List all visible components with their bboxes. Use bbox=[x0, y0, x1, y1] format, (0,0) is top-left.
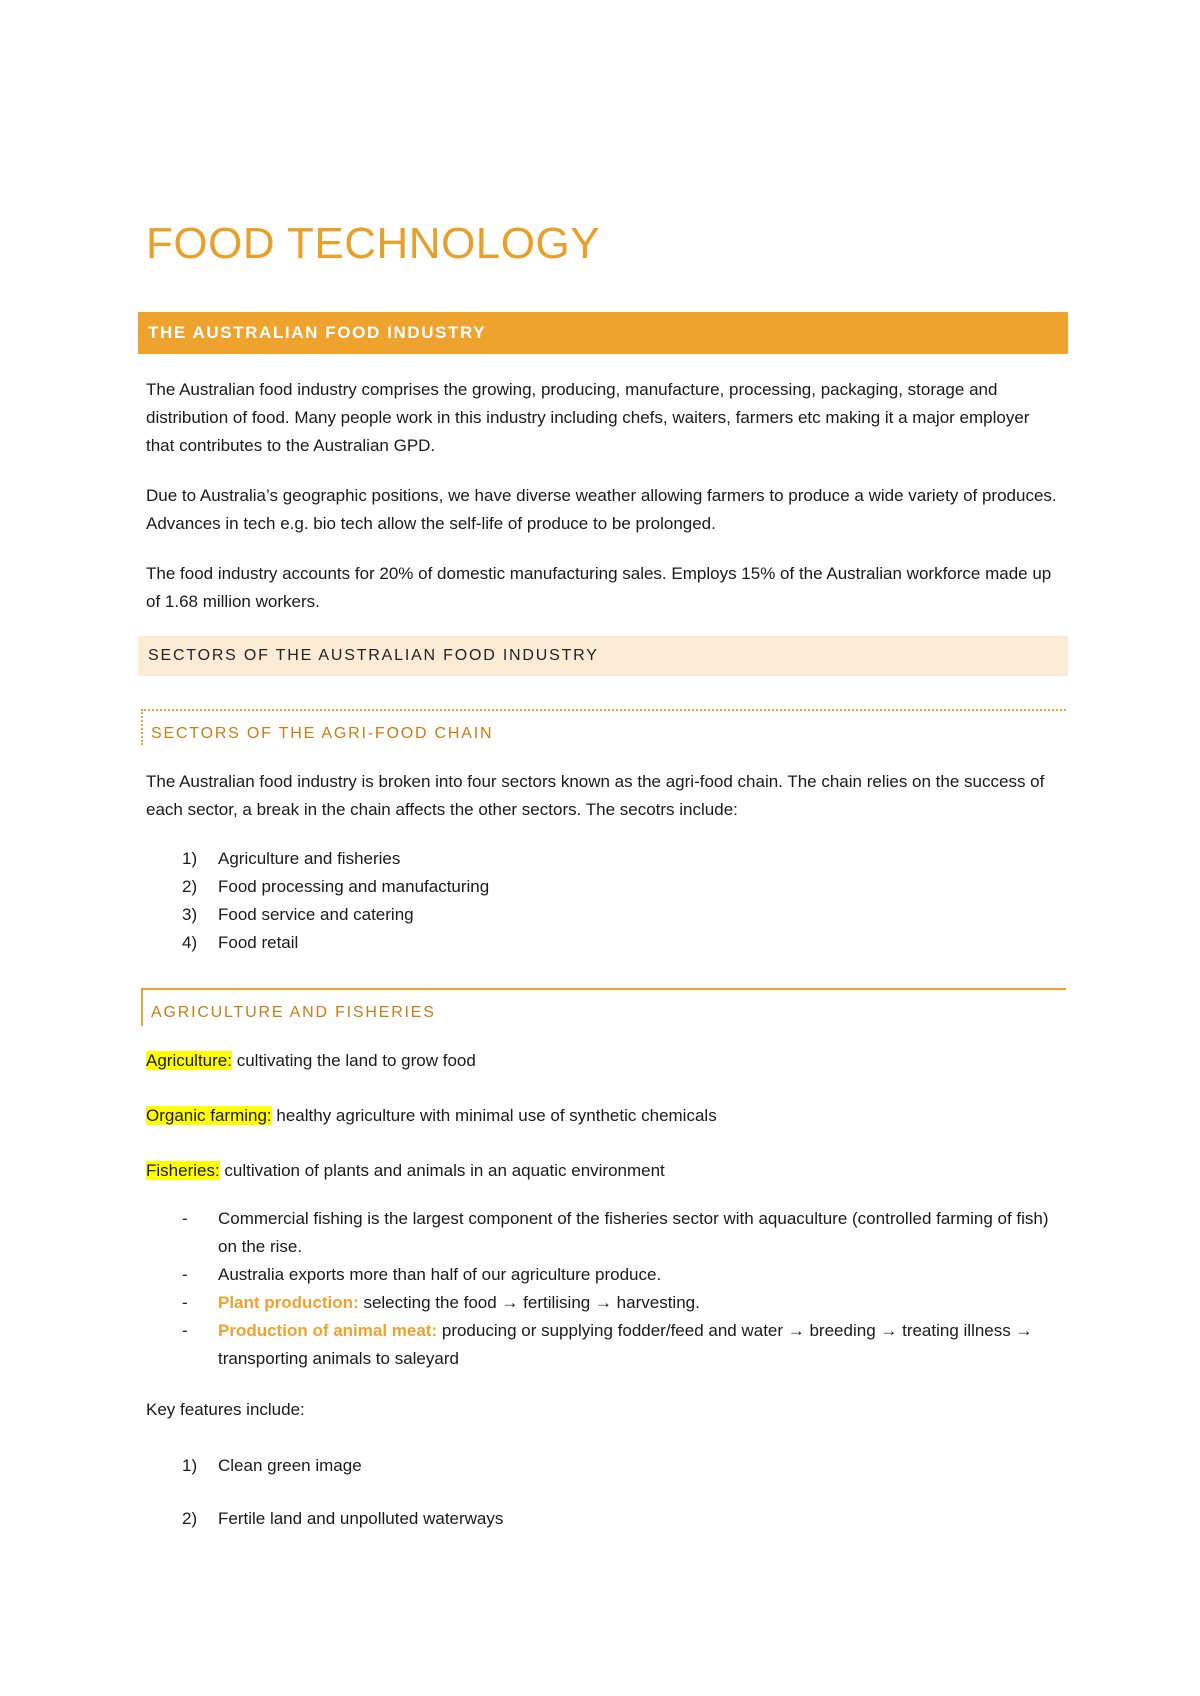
section-heading-sectors bbox=[138, 636, 1068, 676]
list-item: 1) Clean green image bbox=[182, 1456, 362, 1475]
intro-paragraph-1: The Australian food industry comprises the growing, producing, manufacture, processing, packaging, storage and distribution of food. Many people work in this industry including chefs, waiters, farmers etc making it a major employer that contributes to the Australian GPD. bbox=[146, 380, 1030, 455]
definition-organic-farming bbox=[146, 1102, 717, 1130]
list-item: 4) Food retail bbox=[182, 933, 299, 952]
subheading-agri-food-chain bbox=[141, 709, 1066, 745]
list-item: - Production of animal meat: producing or supplying fodder/feed and water → breeding → treating illness → transporting animals to saleyard bbox=[182, 1321, 1033, 1368]
term-label: Fisheries: bbox=[146, 1161, 220, 1180]
intro-paragraph-3: The food industry accounts for 20% of domestic manufacturing sales. Employs 15% of the Australian workforce made up of 1.68 million workers. bbox=[146, 564, 1052, 611]
list-item: - Australia exports more than half of our agriculture produce. bbox=[182, 1265, 662, 1284]
sectors-list bbox=[182, 845, 489, 957]
subheading-text: AGRICULTURE AND FISHERIES bbox=[151, 1004, 436, 1021]
section-heading-text: SECTORS OF THE AUSTRALIAN FOOD INDUSTRY bbox=[148, 647, 599, 664]
key-features-label: Key features include: bbox=[146, 1400, 305, 1419]
list-item: 2) Fertile land and unpolluted waterways bbox=[182, 1509, 504, 1528]
term-label: Organic farming: bbox=[146, 1106, 272, 1125]
fisheries-bullet-list bbox=[182, 1205, 1062, 1373]
term-label: Agriculture: bbox=[146, 1051, 232, 1070]
list-item: - Commercial fishing is the largest component of the fisheries sector with aquaculture (controlled farming of fish) on the rise. bbox=[182, 1209, 1049, 1256]
subheading-text: SECTORS OF THE AGRI-FOOD CHAIN bbox=[151, 725, 494, 742]
key-features-list bbox=[182, 1452, 362, 1480]
term-definition: cultivating the land to grow food bbox=[231, 1051, 476, 1070]
list-item: 1) Agriculture and fisheries bbox=[182, 849, 401, 868]
term-definition: cultivation of plants and animals in an aquatic environment bbox=[219, 1161, 665, 1180]
definition-agriculture bbox=[146, 1047, 476, 1075]
subheading-agriculture-fisheries bbox=[141, 988, 1066, 1026]
definition-fisheries bbox=[146, 1157, 665, 1185]
list-item: - Plant production: selecting the food → fertilising → harvesting. bbox=[182, 1293, 700, 1312]
section-heading-australian-food-industry bbox=[138, 312, 1068, 354]
list-item: 3) Food service and catering bbox=[182, 905, 414, 924]
section-heading-text: THE AUSTRALIAN FOOD INDUSTRY bbox=[148, 323, 487, 342]
intro-paragraph-2: Due to Australia’s geographic positions, we have diverse weather allowing farmers to produce a wide variety of produces. Advances in tech e.g. bio tech allow the self-life of produce to be prolonged. bbox=[146, 486, 1057, 533]
document-title: FOOD TECHNOLOGY bbox=[146, 219, 601, 268]
list-item: 2) Food processing and manufacturing bbox=[182, 877, 490, 896]
agri-food-chain-paragraph: The Australian food industry is broken into four sectors known as the agri-food chain. The chain relies on the success of each sector, a break in the chain affects the other sectors. The secotrs include: bbox=[146, 772, 1045, 819]
key-features-list-continued bbox=[182, 1505, 503, 1533]
term-definition: healthy agriculture with minimal use of synthetic chemicals bbox=[271, 1106, 717, 1125]
